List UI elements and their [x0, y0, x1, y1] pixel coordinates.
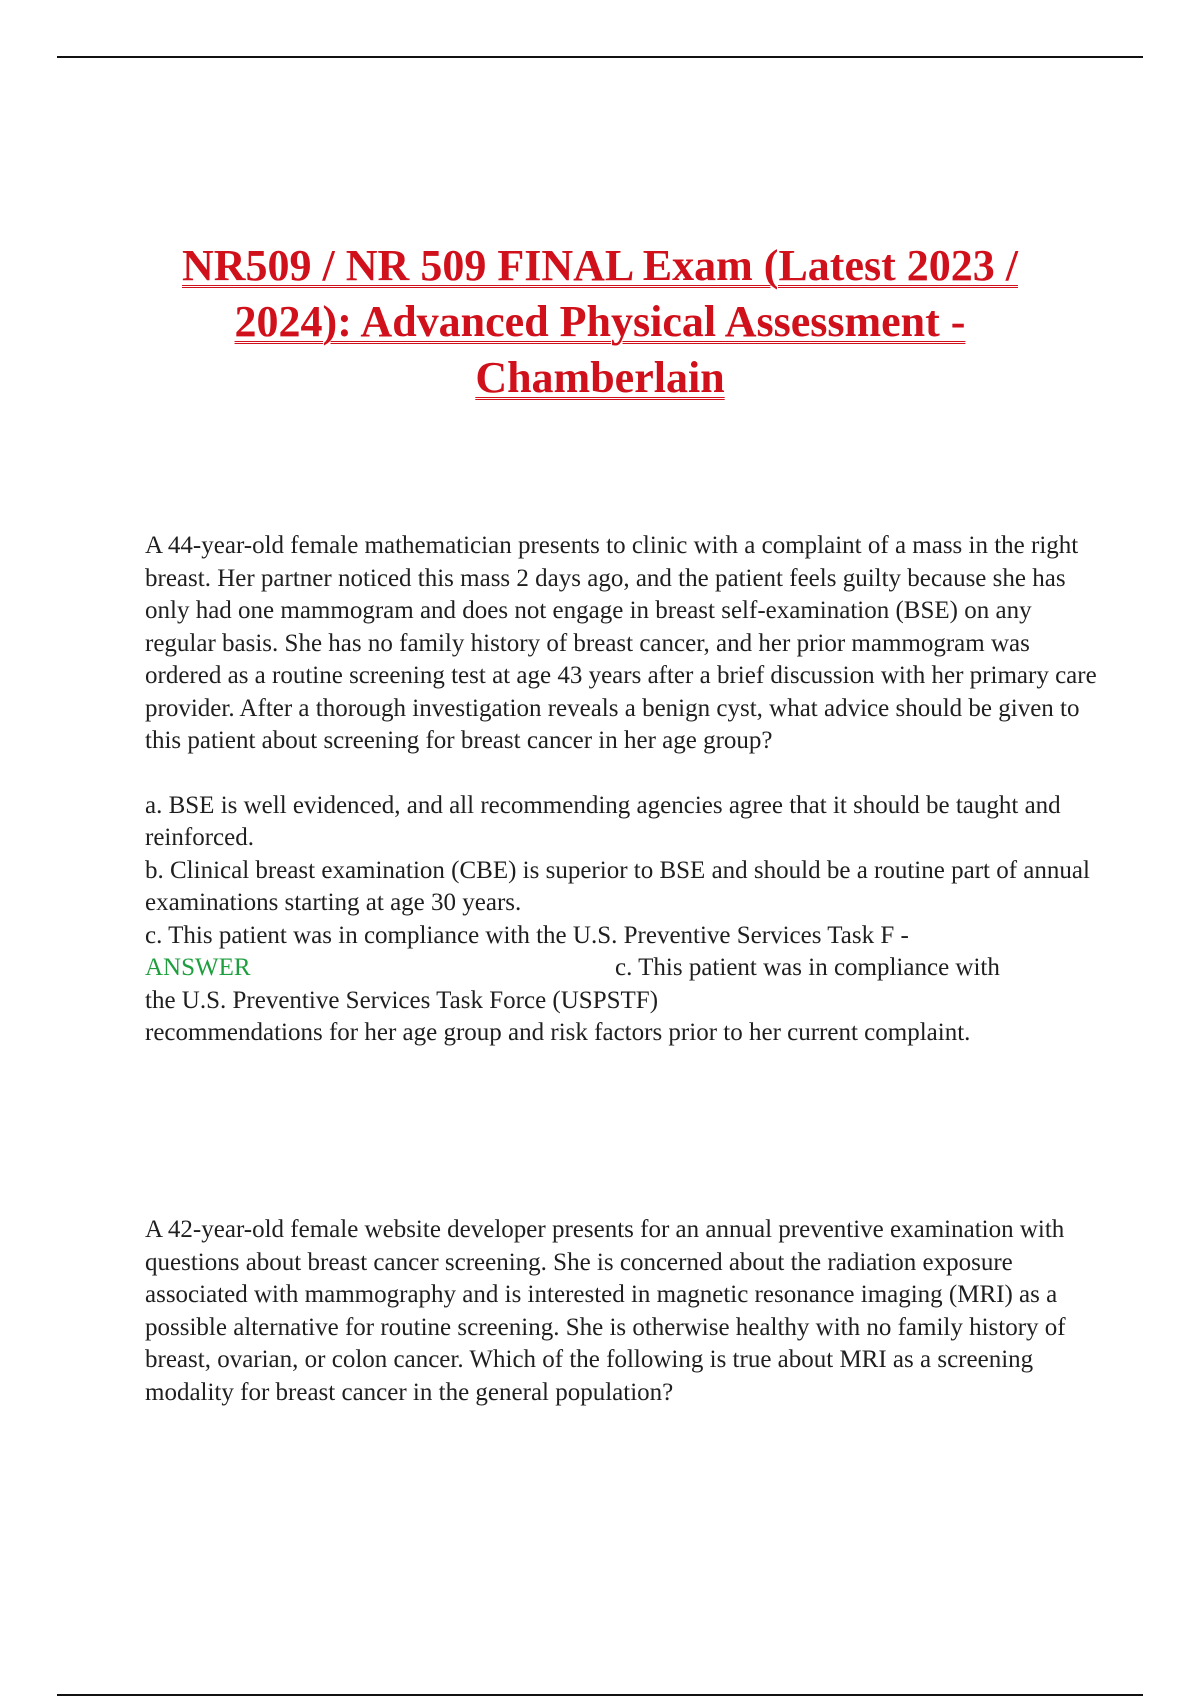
document-title: NR509 / NR 509 FINAL Exam (Latest 2023 / 2024): Advanced Physical Assessment - Chamberlain	[182, 241, 1018, 402]
question-2	[145, 1214, 1105, 1441]
answer-label: ANSWER	[145, 954, 251, 981]
answer-text-start: c. This patient was in compliance with	[615, 954, 1000, 981]
question-1-option-b: b. Clinical breast examination (CBE) is superior to BSE and should be a routine part of annual examinations starting at age 30 years.	[145, 856, 1090, 916]
question-1-option-a: a. BSE is well evidenced, and all recommending agencies agree that it should be taught and reinforced.	[145, 791, 1061, 851]
question-1-answer-line	[145, 952, 1105, 985]
top-rule	[57, 56, 1143, 58]
question-1-option-c: c. This patient was in compliance with the U.S. Preventive Services Task F -	[145, 921, 909, 949]
question-2-stem: A 42-year-old female website developer presents for an annual preventive examination with questions about breast cancer screening. She is concerned about the radiation exposure associated with mammography and is interested in magnetic resonance imaging (MRI) as a possible alternative for routine screening. She is otherwise healthy with no family history of breast, ovarian, or colon cancer. Which of the following is true about MRI as a screening modality for breast cancer in the general population?	[145, 1216, 1066, 1406]
question-1-stem: A 44-year-old female mathematician presents to clinic with a complaint of a mass in the right breast. Her partner noticed this mass 2 days ago, and the patient feels guilty because she has only had one mammogram and does not engage in breast self-examination (BSE) on any regular basis. She has no family history of breast cancer, and her prior mammogram was ordered as a routine screening test at age 43 years after a brief discussion with her primary care provider. After a thorough investigation reveals a benign cyst, what advice should be given to this patient about screening for breast cancer in her age group?	[145, 532, 1097, 754]
answer-text-line-3: recommendations for her age group and risk factors prior to her current complaint.	[145, 1019, 971, 1046]
question-1	[145, 530, 1105, 1050]
bottom-rule	[57, 1694, 1143, 1696]
answer-text-line-2: the U.S. Preventive Services Task Force (USPSTF)	[145, 986, 659, 1014]
